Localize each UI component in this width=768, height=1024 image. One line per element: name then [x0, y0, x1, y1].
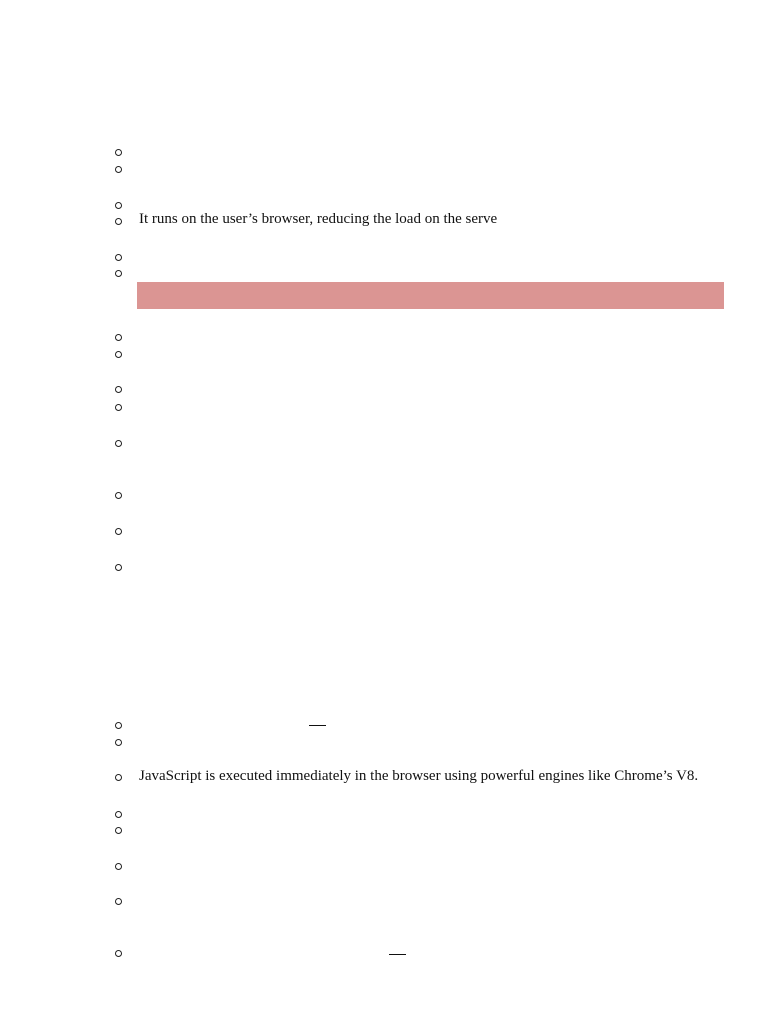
- list-bullet-icon: [115, 149, 125, 159]
- list-bullet-icon: [115, 863, 125, 873]
- list-bullet-icon: [115, 492, 125, 502]
- list-bullet-icon: [115, 564, 125, 574]
- em-dash-mark: [309, 725, 326, 726]
- list-bullet-icon: [115, 950, 125, 960]
- list-bullet-icon: [115, 218, 125, 228]
- list-bullet-icon: [115, 254, 125, 264]
- list-bullet-icon: [115, 166, 125, 176]
- list-bullet-icon: [115, 528, 125, 538]
- list-bullet-icon: [115, 334, 125, 344]
- list-bullet-icon: [115, 404, 125, 414]
- list-bullet-icon: [115, 739, 125, 749]
- em-dash-mark: [389, 954, 406, 955]
- highlight-bar: [137, 282, 724, 309]
- list-bullet-icon: [115, 722, 125, 732]
- list-bullet-icon: [115, 811, 125, 821]
- list-item-text: It runs on the user’s browser, reducing the load on the serve: [139, 211, 498, 227]
- list-bullet-icon: [115, 898, 125, 908]
- list-bullet-icon: [115, 351, 125, 361]
- list-bullet-icon: [115, 440, 125, 450]
- list-item-text: JavaScript is executed immediately in the browser using powerful engines like Chrome’s V8.: [139, 768, 699, 784]
- list-bullet-icon: [115, 774, 125, 784]
- list-bullet-icon: [115, 827, 125, 837]
- list-bullet-icon: [115, 386, 125, 396]
- list-bullet-icon: [115, 270, 125, 280]
- list-bullet-icon: [115, 202, 125, 212]
